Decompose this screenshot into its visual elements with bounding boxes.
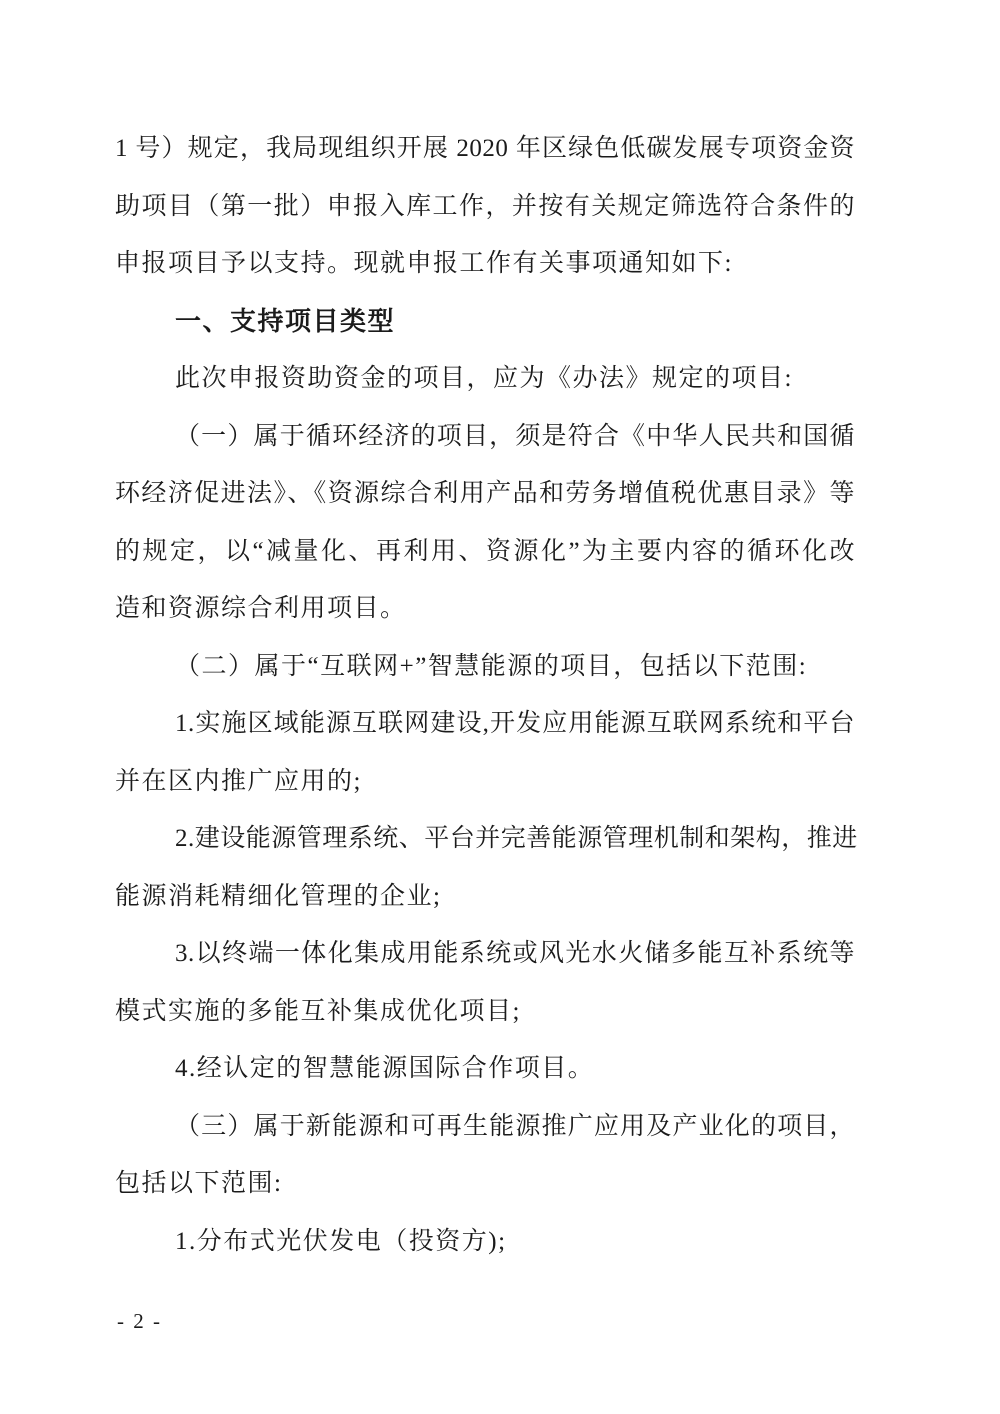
section-1-lead-line: 此次申报资助资金的项目，应为《办法》规定的项目: xyxy=(175,365,793,392)
item-1-line-1: （一）属于循环经济的项目，须是符合《中华人民共和国循 xyxy=(175,422,855,450)
para-intro-line-3: 申报项目予以支持。现就申报工作有关事项通知如下: xyxy=(115,250,733,277)
item-3-sub-1-line: 1.分布式光伏发电（投资方); xyxy=(175,1227,507,1255)
item-1-line-2: 环经济促进法》、《资源综合利用产品和劳务增值税优惠目录》等 xyxy=(115,480,855,507)
item-1-line-3: 的规定，以“减量化、再利用、资源化”为主要内容的循环化改 xyxy=(115,537,855,565)
para-intro-line-1: 1 号）规定，我局现组织开展 2020 年区绿色低碳发展专项资金资 xyxy=(115,135,855,162)
item-3-intro-line-1: （三）属于新能源和可再生能源推广应用及产业化的项目， xyxy=(175,1112,855,1140)
item-2-sub-1-line-2: 并在区内推广应用的; xyxy=(115,767,362,795)
document-body xyxy=(115,120,858,1270)
item-2-sub-3-line-1: 3.以终端一体化集成用能系统或风光水火储多能互补系统等 xyxy=(175,940,855,967)
section-1-heading: 一、支持项目类型 xyxy=(175,305,396,336)
page-number: - 2 - xyxy=(117,1309,162,1333)
item-2-sub-4-line: 4.经认定的智慧能源国际合作项目。 xyxy=(175,1055,595,1082)
item-2-intro-line: （二）属于“互联网+”智慧能源的项目，包括以下范围: xyxy=(175,652,808,680)
item-2-sub-1-line-1: 1.实施区域能源互联网建设,开发应用能源互联网系统和平台 xyxy=(175,710,855,737)
para-intro-line-2: 助项目（第一批）申报入库工作，并按有关规定筛选符合条件的 xyxy=(115,192,855,220)
item-3-intro-line-2: 包括以下范围: xyxy=(115,1170,283,1197)
item-2-sub-3-line-2: 模式实施的多能互补集成优化项目; xyxy=(115,997,521,1025)
item-2-sub-2-line-1: 2.建设能源管理系统、平台并完善能源管理机制和架构，推进 xyxy=(175,825,858,852)
item-2-sub-2-line-2: 能源消耗精细化管理的企业; xyxy=(115,882,442,910)
item-1-line-4: 造和资源综合利用项目。 xyxy=(115,595,407,622)
